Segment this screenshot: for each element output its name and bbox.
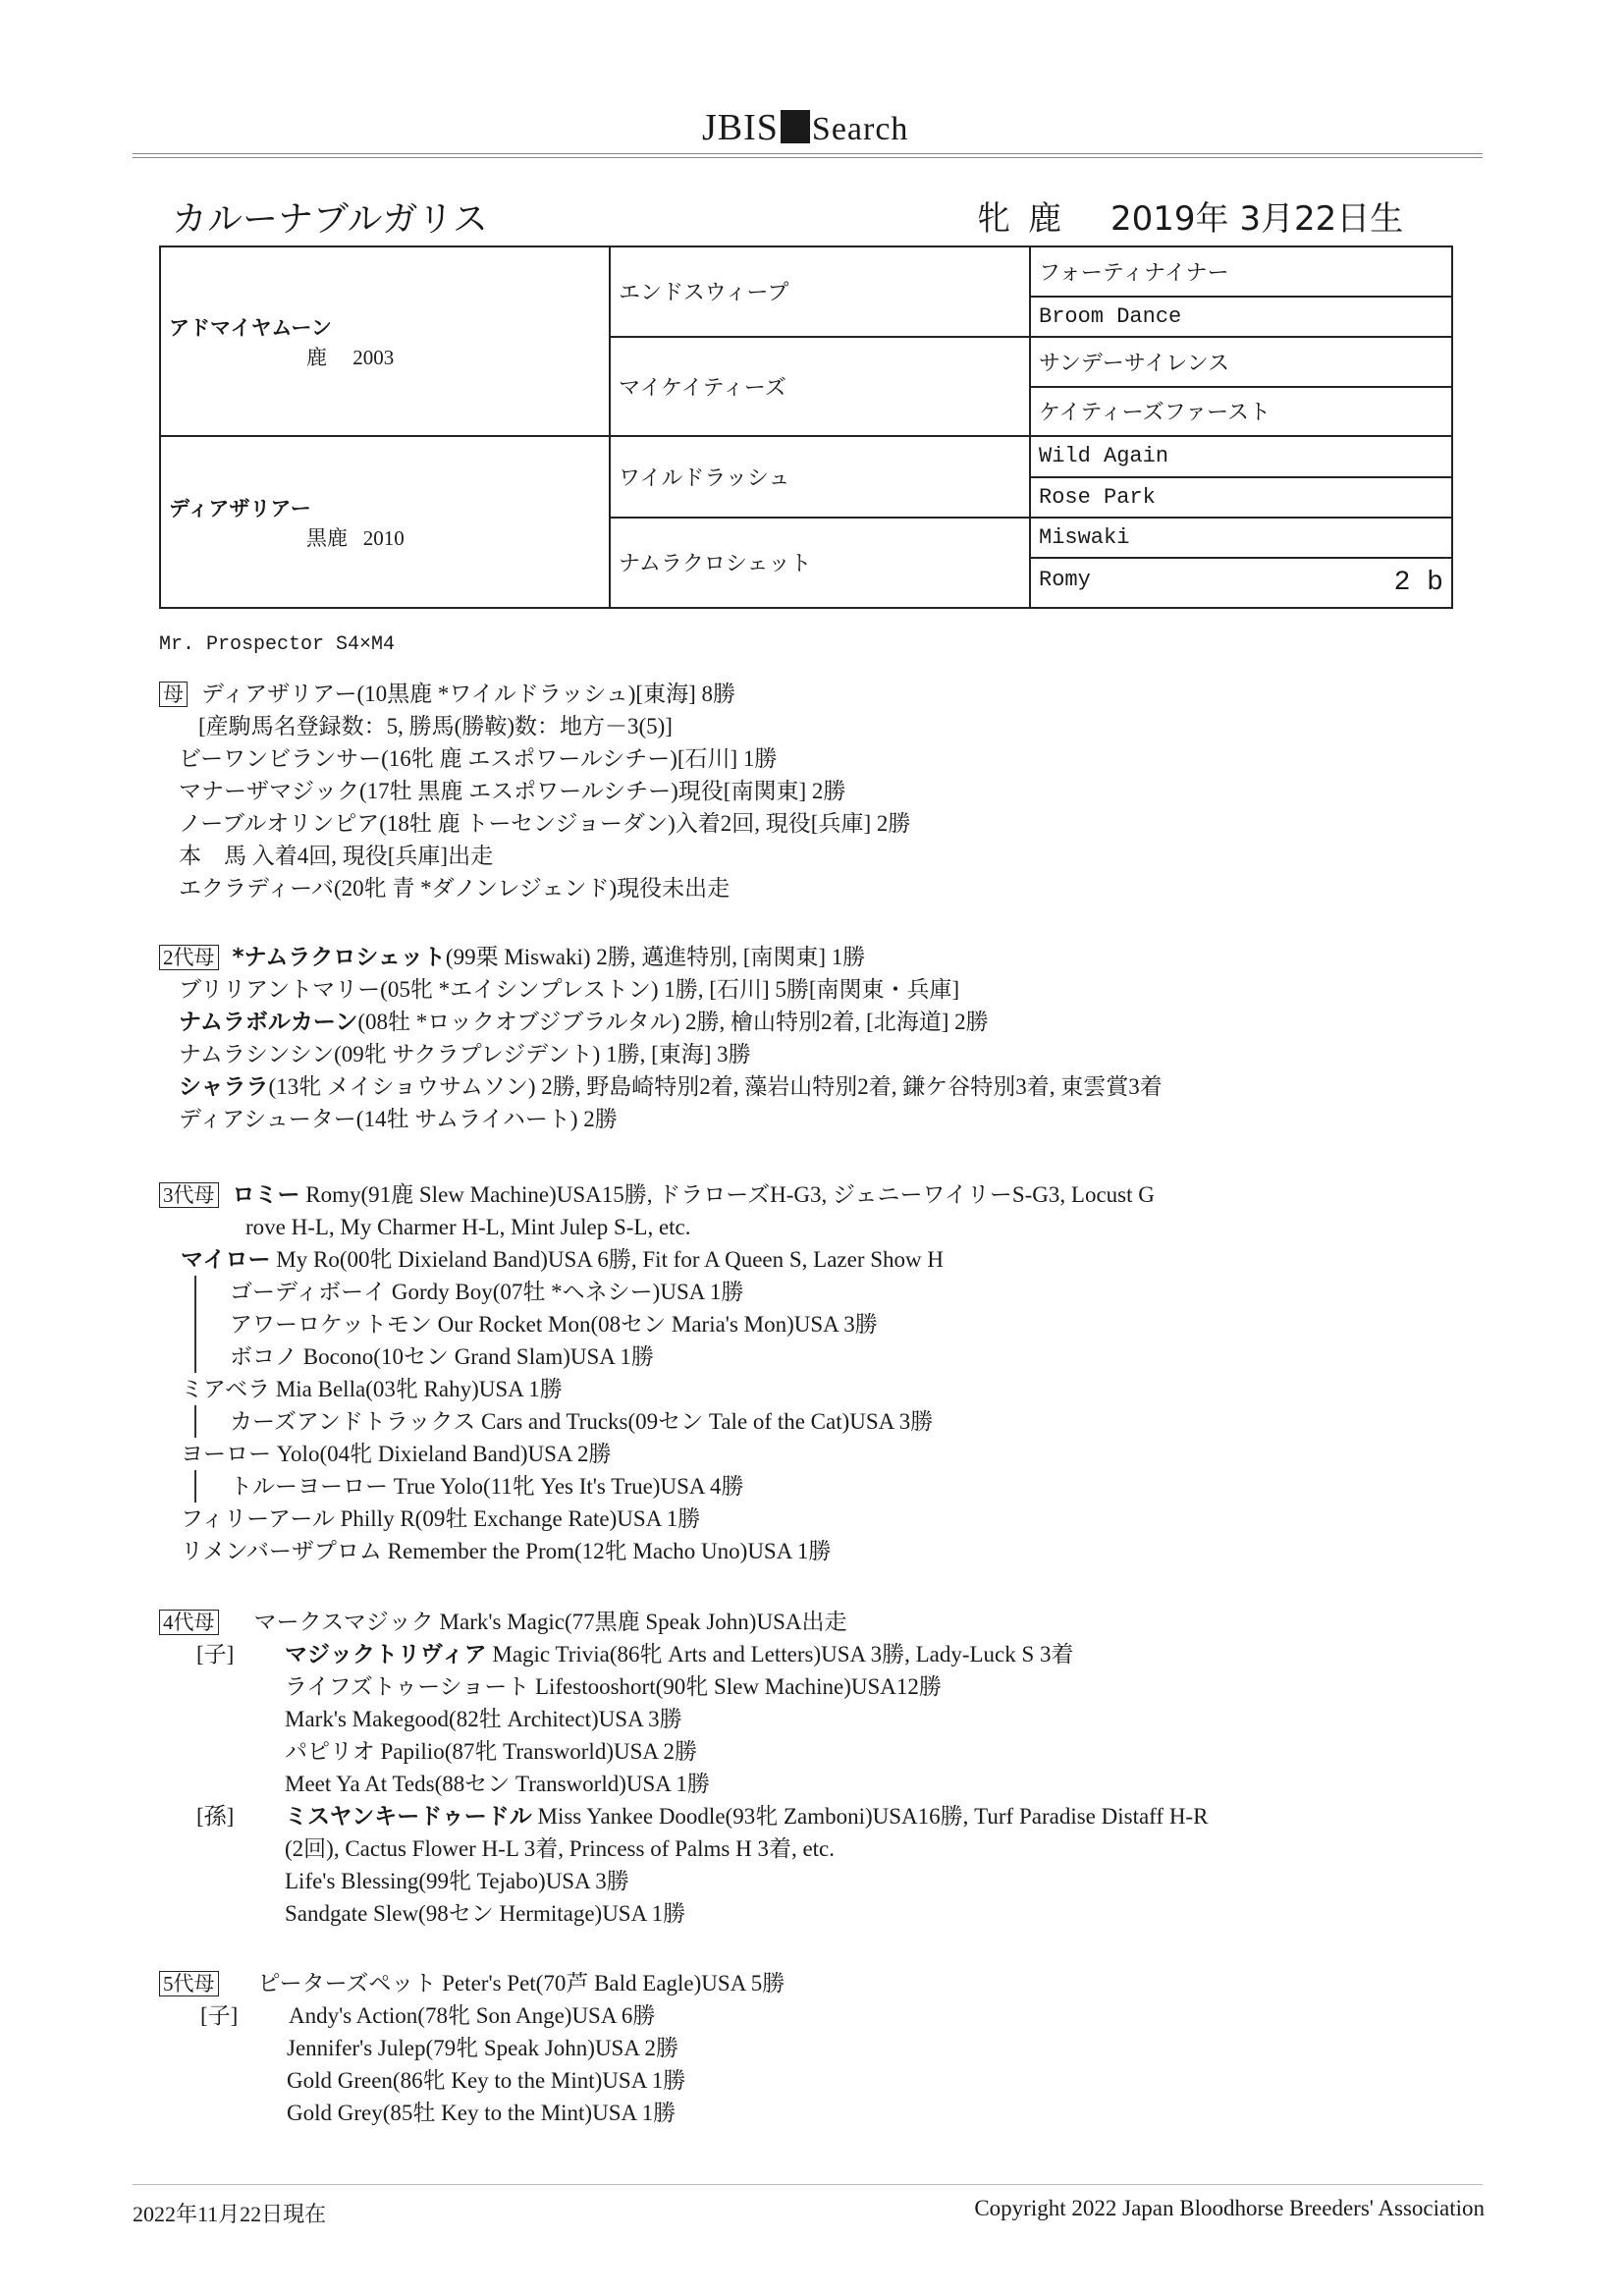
footer-divider	[133, 2184, 1483, 2185]
list-item	[159, 1340, 1155, 1373]
horse-record: リメンバーザプロム Remember the Prom(12牝 Macho Uno)USA 1勝	[181, 1539, 832, 1563]
generation-label: 母	[159, 682, 188, 707]
relation-label: [孫]	[196, 1804, 235, 1829]
list-item	[159, 1503, 1155, 1535]
horse-record: アワーロケットモン Our Rocket Mon(08セン Maria's Mon)USA 3勝	[230, 1312, 878, 1337]
logo-text-jbis: JBIS	[702, 107, 779, 148]
horse-record: (2回), Cactus Flower H-L 3着, Princess of Palms H 3着, etc.	[285, 1836, 836, 1861]
copyright: Copyright 2022 Japan Bloodhorse Breeders' Association	[974, 2196, 1485, 2220]
horse-record: rove H-L, My Charmer H-L, Mint Julep S-L, etc.	[245, 1215, 691, 1239]
list-item	[159, 1178, 1155, 1211]
horse-record: Meet Ya At Teds(88セン Transworld)USA 1勝	[285, 1772, 710, 1796]
list-item	[159, 1243, 1155, 1276]
list-item	[159, 1373, 1155, 1405]
as-of-date: 2022年11月22日現在	[133, 2202, 327, 2226]
list-item	[159, 775, 910, 807]
horse-name-bold: ナムラボルカーン	[179, 1010, 358, 1035]
horse-record: トルーヨーロー True Yolo(11牝 Yes It's True)USA 4勝	[230, 1474, 744, 1499]
pedigree-g3: Romy 2 b	[1030, 558, 1452, 608]
horse-record: ライフズトゥーショート Lifestooshort(90牝 Slew Machine)USA12勝	[285, 1674, 942, 1699]
relation-label: [子]	[196, 1642, 235, 1667]
relation-label: [子]	[200, 2003, 239, 2028]
family-number: 2 b	[1393, 568, 1443, 599]
horse-record: マナーザマジック(17牡 黒鹿 エスポワールシチー)現役[南関東] 2勝	[179, 779, 846, 803]
horse-name-bold: マイロー	[181, 1247, 271, 1273]
list-item	[159, 1768, 1208, 1800]
horse-record: Magic Trivia(86牝 Arts and Letters)USA 3勝, Lady-Luck S 3着	[486, 1642, 1074, 1667]
list-item	[159, 941, 1163, 973]
horse-record: ブリリアントマリー(05牝 *エイシンプレストン) 1勝, [石川] 5勝[南関東・兵庫]	[179, 977, 960, 1002]
horse-name-bold: *ナムラクロシェット	[232, 945, 446, 970]
header-divider	[133, 153, 1483, 154]
jbis-search-logo	[702, 77, 938, 151]
list-item	[159, 2032, 785, 2064]
list-item	[159, 1999, 785, 2032]
pedigree-g2: マイケイティーズ	[610, 337, 1030, 436]
pedigree-g3: Rose Park	[1030, 477, 1452, 518]
horse-name: カルーナブルガリス	[172, 199, 488, 240]
horse-logo-icon	[781, 110, 810, 143]
horse-record: フィリーアール Philly R(09牡 Exchange Rate)USA 1勝	[181, 1506, 701, 1531]
horse-record: Jennifer's Julep(79牝 Speak John)USA 2勝	[287, 2036, 678, 2060]
list-item	[159, 1038, 1163, 1070]
horse-birthdate: 2019年 3月22日生	[1110, 199, 1404, 239]
horse-info	[977, 191, 1421, 240]
horse-name-bold: シャララ	[179, 1074, 269, 1100]
section-1	[159, 678, 910, 904]
section-3	[159, 1178, 1155, 1567]
list-item	[159, 742, 910, 775]
horse-name-bold: ロミー	[232, 1182, 300, 1208]
generation-label: 2代母	[159, 945, 219, 970]
pedigree-g3: Broom Dance	[1030, 297, 1452, 337]
horse-record: ノーブルオリンピア(18牡 鹿 トーセンジョーダン)入着2回, 現役[兵庫] 2勝	[179, 811, 911, 836]
pedigree-g2: エンドスウィープ	[610, 246, 1030, 337]
list-item	[159, 1470, 1155, 1503]
horse-record: ディアシューター(14牡 サムライハート) 2勝	[179, 1107, 618, 1131]
horse-record: Gold Green(86牝 Key to the Mint)USA 1勝	[287, 2068, 686, 2093]
list-item	[159, 1276, 1155, 1308]
list-item	[159, 872, 910, 904]
generation-label: 5代母	[159, 1971, 219, 1996]
pedigree-g3: ケイティーズファースト	[1030, 387, 1452, 437]
logo-text-search: Search	[811, 111, 909, 147]
horse-record: [産駒馬名登録数：5, 勝馬(勝鞍)数：地方－3(5)]	[198, 714, 673, 738]
horse-record: (99栗 Miswaki) 2勝, 邁進特別, [南関東] 1勝	[445, 945, 866, 969]
horse-record: Life's Blessing(99牝 Tejabo)USA 3勝	[285, 1869, 629, 1893]
list-item	[159, 1670, 1208, 1703]
horse-record: Gold Grey(85牡 Key to the Mint)USA 1勝	[287, 2101, 677, 2125]
horse-record: ミアベラ Mia Bella(03牝 Rahy)USA 1勝	[181, 1377, 563, 1401]
header-divider-2	[133, 157, 1483, 158]
horse-record: ディアザリアー(10黒鹿 *ワイルドラッシュ)[東海] 8勝	[201, 682, 735, 706]
horse-record: パピリオ Papilio(87牝 Transworld)USA 2勝	[285, 1739, 697, 1764]
list-item	[159, 1103, 1163, 1135]
pedigree-sire: アドマイヤムーン 鹿 2003	[160, 246, 610, 436]
horse-record: カーズアンドトラックス Cars and Trucks(09セン Tale of the Cat)USA 3勝	[230, 1409, 934, 1434]
generation-label: 3代母	[159, 1182, 219, 1208]
horse-color: 鹿	[1028, 199, 1061, 239]
list-item	[159, 1405, 1155, 1438]
list-item	[159, 1006, 1163, 1038]
list-item	[159, 1832, 1208, 1865]
horse-record: ボコノ Bocono(10セン Grand Slam)USA 1勝	[230, 1344, 654, 1369]
list-item	[159, 678, 910, 710]
horse-record: Romy(91鹿 Slew Machine)USA15勝, ドラローズH-G3, ジェニーワイリーS-G3, Locust G	[299, 1182, 1155, 1207]
horse-name-bold: マジックトリヴィア	[285, 1642, 487, 1667]
section-4	[159, 1606, 1208, 1930]
horse-record: (08牡 *ロックオブジブラルタル) 2勝, 檜山特別2着, [北海道] 2勝	[357, 1010, 989, 1034]
list-item	[159, 1070, 1163, 1103]
list-item	[159, 1897, 1208, 1930]
horse-record: ビーワンビランサー(16牝 鹿 エスポワールシチー)[石川] 1勝	[179, 746, 778, 771]
horse-record: エクラディーバ(20牝 青 *ダノンレジェンド)現役未出走	[179, 876, 731, 901]
horse-record: Andy's Action(78牝 Son Ange)USA 6勝	[289, 2003, 656, 2028]
horse-record: 本 馬 入着4回, 現役[兵庫]出走	[179, 844, 494, 868]
horse-name-bold: ミスヤンキードゥードル	[285, 1804, 532, 1830]
list-item	[159, 1865, 1208, 1897]
pedigree-g3: フォーティナイナー	[1030, 246, 1452, 297]
list-item	[159, 2097, 785, 2129]
horse-record: ヨーロー Yolo(04牝 Dixieland Band)USA 2勝	[181, 1442, 612, 1466]
pedigree-table	[159, 246, 1453, 609]
inbreeding-note: Mr. Prospector S4×M4	[159, 633, 396, 656]
horse-record: Sandgate Slew(98セン Hermitage)USA 1勝	[285, 1901, 686, 1926]
list-item	[159, 1438, 1155, 1470]
horse-record: ナムラシンシン(09牝 サクラプレジデント) 1勝, [東海] 3勝	[179, 1042, 751, 1066]
list-item	[159, 1535, 1155, 1567]
list-item	[159, 1735, 1208, 1768]
horse-record: ピーターズペット Peter's Pet(70芦 Bald Eagle)USA 5勝	[257, 1971, 785, 1995]
list-item	[159, 1638, 1208, 1670]
list-item	[159, 1703, 1208, 1735]
horse-record: Mark's Makegood(82牡 Architect)USA 3勝	[285, 1707, 682, 1731]
pedigree-g3: Miswaki	[1030, 518, 1452, 558]
list-item	[159, 807, 910, 840]
section-5	[159, 1967, 785, 2129]
horse-record: My Ro(00牝 Dixieland Band)USA 6勝, Fit for A Queen S, Lazer Show H	[270, 1247, 945, 1272]
list-item	[159, 1211, 1155, 1243]
pedigree-g2: ワイルドラッシュ	[610, 436, 1030, 518]
pedigree-g2: ナムラクロシェット	[610, 518, 1030, 608]
horse-record: (13牝 メイショウサムソン) 2勝, 野島崎特別2着, 藻岩山特別2着, 鎌ケ谷特別3着, 東雲賞3着	[268, 1074, 1163, 1099]
pedigree-dam: ディアザリアー 黒鹿 2010	[160, 436, 610, 608]
list-item	[159, 1800, 1208, 1832]
generation-label: 4代母	[159, 1610, 219, 1635]
list-item	[159, 840, 910, 872]
horse-record: Miss Yankee Doodle(93牝 Zamboni)USA16勝, Turf Paradise Distaff H-R	[531, 1804, 1209, 1829]
section-2	[159, 941, 1163, 1135]
horse-record: マークスマジック Mark's Magic(77黒鹿 Speak John)USA出走	[253, 1610, 847, 1634]
pedigree-g3: Wild Again	[1030, 436, 1452, 476]
list-item	[159, 973, 1163, 1006]
list-item	[159, 1308, 1155, 1340]
horse-record: ゴーディボーイ Gordy Boy(07牡 *ヘネシー)USA 1勝	[230, 1280, 744, 1304]
list-item	[159, 1967, 785, 1999]
horse-sex: 牝	[977, 199, 1010, 239]
pedigree-g3: サンデーサイレンス	[1030, 337, 1452, 387]
list-item	[159, 710, 910, 742]
list-item	[159, 2064, 785, 2097]
list-item	[159, 1606, 1208, 1638]
